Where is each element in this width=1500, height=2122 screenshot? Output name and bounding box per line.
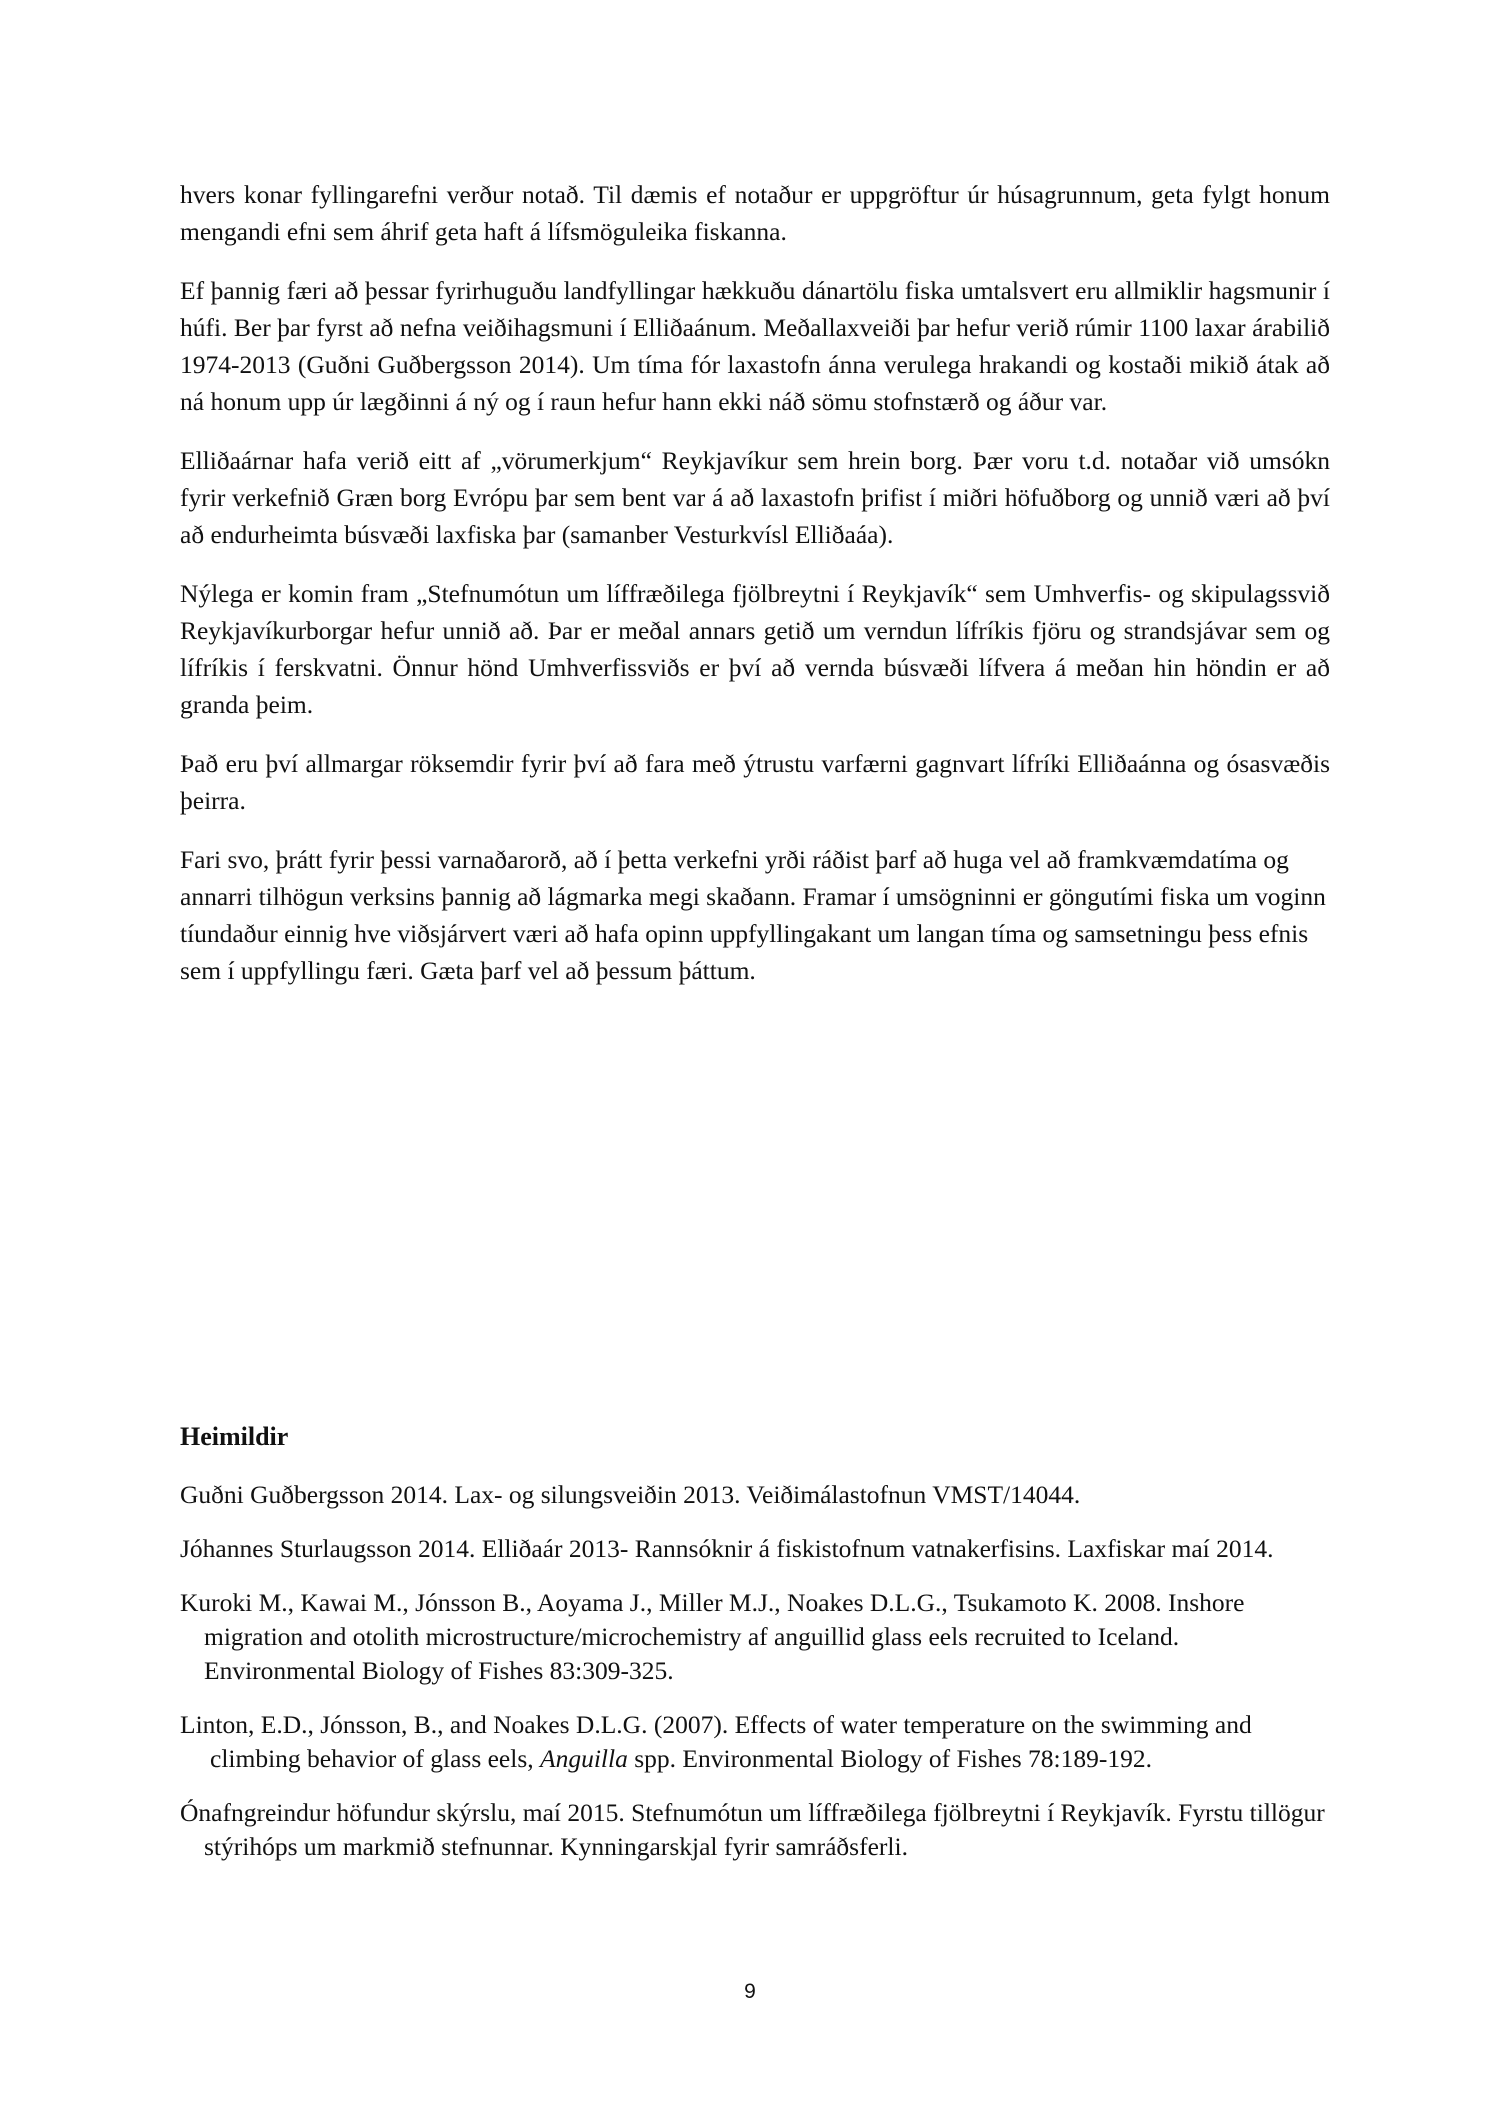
paragraph-6: Fari svo, þrátt fyrir þessi varnaðarorð, að í þetta verkefni yrði ráðist þarf að huga vel að framkvæmdatíma og annarri tilhögun verksins þannig að lágmarka megi skaðann. Framar í umsögninni er göngutími fiska um voginn tíundaður einnig hve viðsjárvert væri að hafa opinn uppfyllingakant um langan tíma og samsetningu þess efnis sem í uppfyllingu færi. Gæta þarf vel að þessum þáttum. [180, 845, 1326, 985]
reference-item: Jóhannes Sturlaugsson 2014. Elliðaár 2013- Rannsóknir á fiskistofnum vatnakerfisins. Laxfiskar maí 2014. [180, 1534, 1274, 1563]
reference-item: Kuroki M., Kawai M., Jónsson B., Aoyama J., Miller M.J., Noakes D.L.G., Tsukamoto K. 2008. Inshore migration and otolith microstructure/microchemistry af anguillid glass eels recruited to Iceland. Environmental Biology of Fishes 83:309-325. [180, 1588, 1245, 1685]
reference-item [180, 1708, 1330, 1776]
reference-text: spp. Environmental Biology of Fishes 78:189-192. [627, 1744, 1153, 1773]
page-number: 9 [744, 1980, 756, 2003]
paragraph-2: Ef þannig færi að þessar fyrirhuguðu landfyllingar hækkuðu dánartölu fiska umtalsvert eru allmiklir hagsmunir í húfi. Ber þar fyrst að nefna veiðihagsmuni í Elliðaánum. Meðallaxveiði þar hefur verið rúmir 1100 laxar árabilið 1974-2013 (Guðni Guðbergsson 2014). Um tíma fór laxastofn ánna verulega hrakandi og kostaði mikið átak að ná honum upp úr lægðinni á ný og í raun hefur hann ekki náð sömu stofnstærð og áður var. [180, 276, 1330, 416]
paragraph-5: Það eru því allmargar röksemdir fyrir því að fara með ýtrustu varfærni gagnvart lífríki Elliðaánna og ósasvæðis þeirra. [180, 749, 1330, 815]
reference-text: Linton, E.D., Jónsson, B., and Noakes D.L.G. (2007). Effects of water temperature on the swimming and climbing behavior of glass eels, [180, 1710, 1252, 1773]
paragraph-3: Elliðaárnar hafa verið eitt af „vörumerkjum“ Reykjavíkur sem hrein borg. Þær voru t.d. notaðar við umsókn fyrir verkefnið Græn borg Evrópu þar sem bent var á að laxastofn þrifist í miðri höfuðborg og unnið væri að því að endurheimta búsvæði laxfiska þar (samanber Vesturkvísl Elliðaáa). [180, 446, 1330, 549]
reference-italic-genus: Anguilla [540, 1744, 628, 1773]
references-section [180, 1420, 1330, 1884]
paragraph-4: Nýlega er komin fram „Stefnumótun um líffræðilega fjölbreytni í Reykjavík“ sem Umhverfis- og skipulagssvið Reykjavíkurborgar hefur unnið að. Þar er meðal annars getið um verndun lífríkis fjöru og strandsjávar sem og lífríkis í ferskvatni. Önnur hönd Umhverfissviðs er því að vernda búsvæði lífvera á meðan hin höndin er að granda þeim. [180, 579, 1330, 719]
references-heading: Heimildir [180, 1422, 289, 1451]
paragraph-1: hvers konar fyllingarefni verður notað. Til dæmis ef notaður er uppgröftur úr húsagrunnum, geta fylgt honum mengandi efni sem áhrif geta haft á lífsmöguleika fiskanna. [180, 180, 1330, 246]
document-body [180, 176, 1330, 1011]
reference-item: Ónafngreindur höfundur skýrslu, maí 2015. Stefnumótun um líffræðilega fjölbreytni í Reykjavík. Fyrstu tillögur stýrihóps um markmið stefnunnar. Kynningarskjal fyrir samráðsferli. [180, 1798, 1325, 1861]
reference-item: Guðni Guðbergsson 2014. Lax- og silungsveiðin 2013. Veiðimálastofnun VMST/14044. [180, 1480, 1081, 1509]
